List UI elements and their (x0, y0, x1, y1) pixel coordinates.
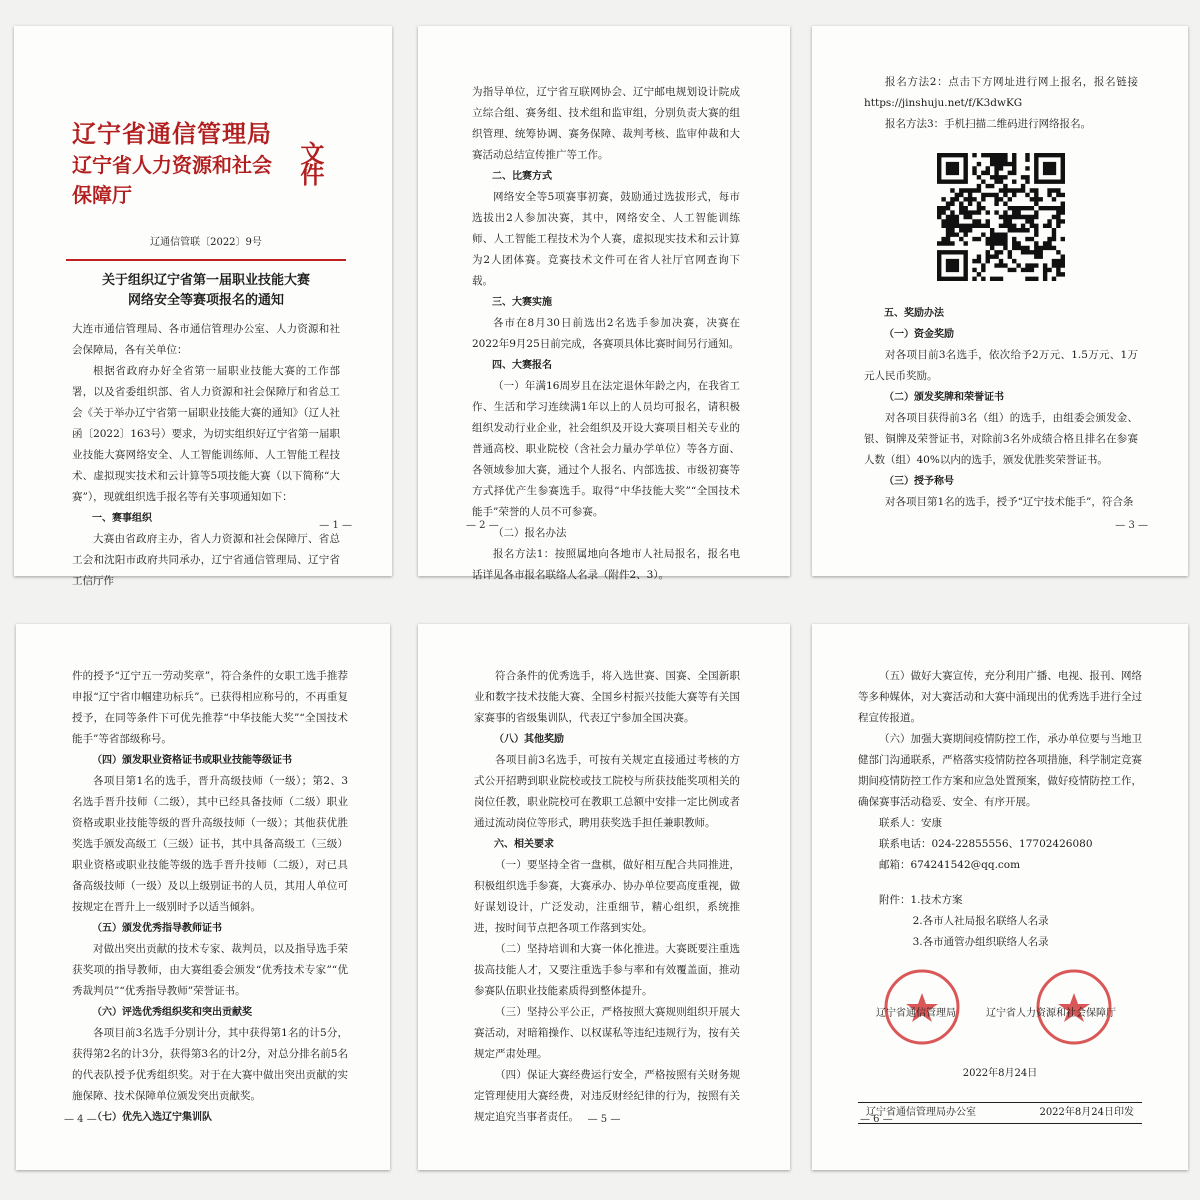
registration-method-2: 报名方法2：点击下方网址进行网上报名，报名链接https://jinshuju.net/f/K3dwKG (864, 76, 1138, 109)
section-heading: 六、相关要求 (494, 839, 554, 850)
continued-text: 符合条件的优秀选手，将入选世赛、国赛、全国新职业和数字技术技能大赛、全国乡村振兴技能大赛等有关国家赛事的省级集训队，代表辽宁参加全国决赛。 (474, 670, 740, 724)
contact-person: 联系人：安康 (879, 817, 942, 829)
section-text: 各项目前3名选手分别计分，其中获得第1名的计5分，获得第2名的计3分，获得第3名的计2分，对总分排名前5名的代表队授予优秀组织奖。对于在大赛中做出突出贡献的实施保障、技术保障单位颁发突出贡献奖。 (72, 1027, 348, 1102)
seal-org-2: 辽宁省人力资源和社会保障厅 (986, 1008, 1116, 1019)
attachment-1: 附件：1.技术方案 (879, 894, 963, 906)
recipients: 大连市通信管理局、各市通信管理办公室、人力资源和社会保障局，各有关单位： (72, 323, 340, 356)
attachment-3: 3.各市通管办组织联络人名录 (912, 936, 1049, 948)
document-page-6 (812, 624, 1188, 1170)
section-text: 各项目前3名选手，可按有关规定直接通过考核的方式公开招聘到职业院校或技工院校与所获技能奖项相关的岗位任教，职业院校可在教职工总额中安排一定比例或者通过流动岗位等形式，聘用获奖选手担任兼职教师。 (474, 754, 740, 829)
requirement-5: （五）做好大赛宣传，充分利用广播、电视、报刊、网络等多种媒体，对大赛活动和大赛中涌现出的优秀选手进行全过程宣传报道。 (858, 670, 1142, 724)
section-text: （一）年满16周岁且在法定退休年龄之内，在我省工作、生活和学习连续满1年以上的人员均可报名，请积极组织发动行业企业，社会组织及开设大赛项目相关专业的普通高校、职业院校（含社会力量办学单位）等各方面、各领域参加大赛，通过个人报名、内部选拔、市级初赛等方式择优产生参赛选手。取得“中华技能大奖”“全国技术能手”荣誉的人员不可参赛。 (472, 380, 740, 518)
issuing-org-1: 辽宁省通信管理局 (72, 119, 272, 148)
subsection-heading: （四）颁发职业资格证书或职业技能等级证书 (92, 755, 292, 766)
print-footer (858, 1102, 1142, 1124)
red-divider (66, 259, 346, 261)
footer-date: 2022年8月24日印发 (1039, 1107, 1134, 1118)
document-page-2 (418, 26, 790, 581)
document-label: 文件 (300, 139, 325, 189)
requirement-2: （二）坚持培训和大赛一体化推进。大赛既要注重选拔高技能人才，又要注重选手参与率和有效覆盖面，推动参赛队伍职业技能素质得到整体提升。 (474, 943, 740, 997)
requirement-6: （六）加强大赛期间疫情防控工作，承办单位要与当地卫健部门沟通联系，严格落实疫情防控各项措施，科学制定竞赛期间疫情防控工作方案和应急处置预案，做好疫情防控工作，确保赛事活动稳妥、安全、有序开展。 (858, 733, 1142, 808)
subsection-heading: （八）其他奖励 (494, 734, 564, 745)
continued-text: 件的授予“辽宁五一劳动奖章”，符合条件的女职工选手推荐申报“辽宁省巾帼建功标兵”。已获得相应称号的，不再重复授予，在同等条件下可优先推荐“中华技能大奖”“全国技术能手”等省部级称号。 (72, 670, 348, 745)
intro-paragraph: 根据省政府办好全省第一届职业技能大赛的工作部署，以及省委组织部、省人力资源和社会保障厅和省总工会《关于举办辽宁省第一届职业技能大赛的通知》（辽人社函〔2022〕163号）要求，为切实组织好辽宁省第一届职业技能大赛网络安全、人工智能训练师、人工智能工程技术、虚拟现实技术和云计算等5项技能大赛（以下简称“大赛”），现就组织选手报名等有关事项通知如下： (72, 365, 340, 503)
document-page-3 (812, 26, 1188, 576)
document-page-5 (418, 624, 790, 1170)
section-text: 网络安全等5项赛事初赛，鼓励通过选拔形式，每市选拔出2人参加决赛，其中，网络安全、人工智能训练师、人工智能工程技术为个人赛，虚拟现实技术和云计算为2人团体赛。竞赛技术文件可在省人社厅官网查询下载。 (472, 191, 740, 287)
document-page-1 (14, 26, 392, 587)
contact-email[interactable]: 邮箱：674241542@qq.com (879, 859, 1021, 871)
subsection-heading: （六）评选优秀组织奖和突出贡献奖 (92, 1007, 252, 1018)
page-number: — 3 — (1115, 520, 1148, 531)
subsection-heading: （二）报名办法 (493, 527, 567, 539)
registration-method-1: 报名方法1：按照属地向各地市人社局报名，报名电话详见各市报名联络人名录（附件2、3）。 (472, 548, 740, 581)
page-number: — 4 — (64, 1114, 97, 1125)
page-number: — 1 — (319, 520, 352, 531)
qr-code-icon[interactable] (937, 153, 1065, 281)
title-line-1: 关于组织辽宁省第一届职业技能大赛 (101, 273, 310, 288)
document-number: 辽通信管联〔2022〕9号 (150, 237, 262, 248)
section-heading: 五、奖励办法 (884, 308, 944, 319)
subsection-heading: （五）颁发优秀指导教师证书 (92, 923, 222, 934)
section-heading: 三、大赛实施 (492, 297, 552, 308)
continued-text: 为指导单位，辽宁省互联网协会、辽宁邮电规划设计院成立综合组、赛务组、技术组和监审组，分别负责大赛的组织管理、统筹协调、赛务保障、裁判考核、监审仲裁和大赛活动总结宣传推广等工作。 (472, 86, 740, 161)
footer-office: 辽宁省通信管理局办公室 (866, 1107, 976, 1118)
document-header (72, 118, 340, 210)
requirement-3: （三）坚持公平公正，严格按照大赛规则组织开展大赛活动，对暗箱操作、以权谋私等违纪违规行为，按有关规定严肃处理。 (474, 1006, 740, 1060)
page-number: — 6 — (860, 1114, 893, 1125)
subsection-heading: （二）颁发奖牌和荣誉证书 (884, 392, 1004, 403)
section-heading: 四、大赛报名 (492, 360, 552, 371)
section-text: 对做出突出贡献的技术专家、裁判员，以及指导选手荣获奖项的指导教师，由大赛组委会颁发“优秀技术专家”“优秀裁判员”“优秀指导教师”荣誉证书。 (72, 943, 348, 997)
document-title (72, 271, 340, 311)
seal-org-1: 辽宁省通信管理局 (876, 1008, 956, 1019)
subsection-heading: （三）授予称号 (884, 476, 954, 487)
section-heading: 一、赛事组织 (92, 513, 152, 524)
title-line-2: 网络安全等赛项报名的通知 (127, 293, 284, 308)
signature-seals (858, 963, 1142, 1059)
sign-date: 2022年8月24日 (962, 1068, 1038, 1079)
section-text: 各市在8月30日前选出2名选手参加决赛，决赛在2022年9月25日前完成，各赛项具体比赛时间另行通知。 (472, 317, 740, 350)
registration-method-3: 报名方法3：手机扫描二维码进行网络报名。 (885, 118, 1092, 130)
section-heading: 二、比赛方式 (492, 171, 552, 182)
subsection-heading: （一）资金奖励 (884, 329, 954, 340)
page-number: — 5 — (587, 1114, 621, 1125)
section-text: 大赛由省政府主办，省人力资源和社会保障厅、省总工会和沈阳市政府共同承办，辽宁省通信管理局、辽宁省工信厅作 (72, 533, 340, 587)
attachment-2: 2.各市人社局报名联络人名录 (912, 915, 1049, 927)
issuing-org-2: 辽宁省人力资源和社会保障厅 (72, 153, 272, 207)
section-text: 对各项目前3名选手，依次给予2万元、1.5万元、1万元人民币奖励。 (864, 349, 1138, 382)
page-number: — 2 — (466, 520, 499, 531)
document-page-4 (16, 624, 390, 1170)
subsection-heading: （七）优先入选辽宁集训队 (92, 1112, 212, 1123)
section-text: 对各项目获得前3名（组）的选手，由组委会颁发金、银、铜牌及荣誉证书，对除前3名外成绩合格且排名在参赛人数（组）40%以内的选手，颁发优胜奖荣誉证书。 (864, 412, 1138, 466)
section-text: 各项目第1名的选手，晋升高级技师（一级）；第2、3名选手晋升技师（二级），其中已经具备技师（二级）职业资格或职业技能等级的晋升高级技师（一级）；其他获优胜奖选手颁发高级工（三级）证书，其中具备高级工（三级）职业资格或职业技能等级的选手晋升技师（二级），对已具备高级技师（一级）及以上级别证书的人员，其用人单位可按规定在晋升上一级别时予以适当倾斜。 (72, 775, 348, 913)
section-text: 对各项目第1名的选手，授予“辽宁技术能手”，符合条 (885, 496, 1134, 508)
contact-phone: 联系电话：024-22855556、17702426080 (879, 838, 1093, 850)
requirement-1: （一）要坚持全省一盘棋，做好相互配合共同推进，积极组织选手参赛，大赛承办、协办单位要高度重视，做好谋划设计，广泛发动，注重细节，精心组织，系统推进，按时间节点把各项工作落到实处。 (474, 859, 740, 934)
requirement-4: （四）保证大赛经费运行安全，严格按照有关财务规定管理使用大赛经费，对违反财经纪律的行为，按照有关规定追究当事者责任。 (474, 1069, 740, 1123)
